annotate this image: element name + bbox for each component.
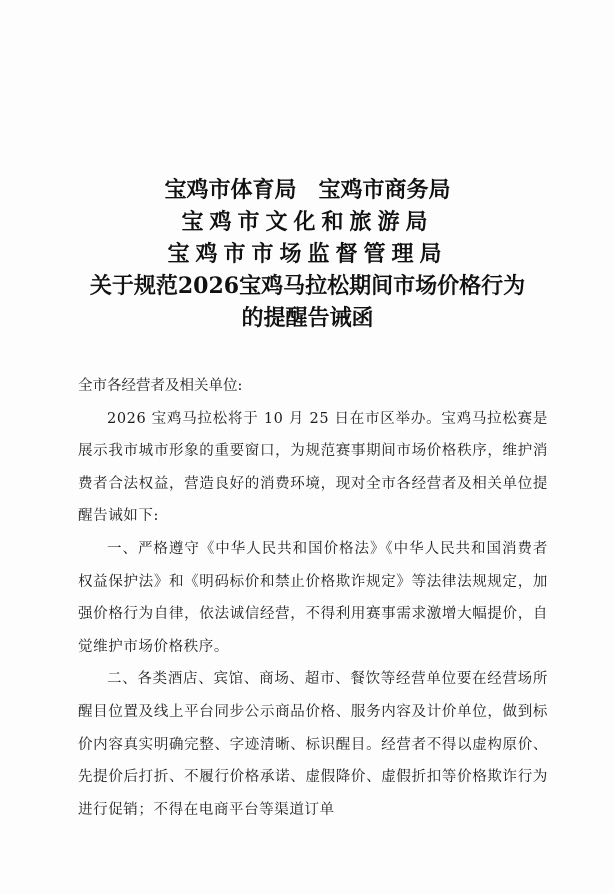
paragraph-item-2: 二、各类酒店、宾馆、商场、超市、餐饮等经营单位要在经营场所醒目位置及线上平台同步公示商品价格、服务内容及计价单位，做到标价内容真实明确完整、字迹清晰、标识醒目。经营者不得以虚构原价、先提价后打折、不履行价格承诺、虚假降价、虚假折扣等价格欺诈行为进行促销；不得在电商平台等渠道订单 — [78, 671, 548, 818]
document-title — [0, 174, 615, 334]
document-body — [78, 370, 548, 826]
paragraph-item-1: 一、严格遵守《中华人民共和国价格法》《中华人民共和国消费者权益保护法》和《明码标价和禁止价格欺诈规定》等法律法规规定，加强价格行为自律，依法诚信经营，不得利用赛事需求激增大幅提价，自觉维护市场价格秩序。 — [78, 540, 548, 655]
title-line-issuers: 宝鸡市体育局 宝鸡市商务局 — [164, 177, 451, 203]
title-line-market-supervision-bureau: 宝鸡市市场监督管理局 — [167, 241, 448, 267]
paragraph-intro: 2026 宝鸡马拉松将于 10 月 25 日在市区举办。宝鸡马拉松赛是展示我市城市形象的重要窗口，为规范赛事期间市场价格秩序，维护消费者合法权益，营造良好的消费环境，现对全市各经营者及相关单位提醒告诫如下: — [78, 410, 548, 525]
salutation: 全市各经营者及相关单位: — [78, 378, 243, 394]
title-line-culture-tourism-bureau: 宝鸡市文化和旅游局 — [181, 209, 434, 235]
title-line-letter: 的提醒告诫函 — [241, 305, 374, 331]
title-line-subject: 关于规范2026宝鸡马拉松期间市场价格行为 — [89, 273, 526, 299]
